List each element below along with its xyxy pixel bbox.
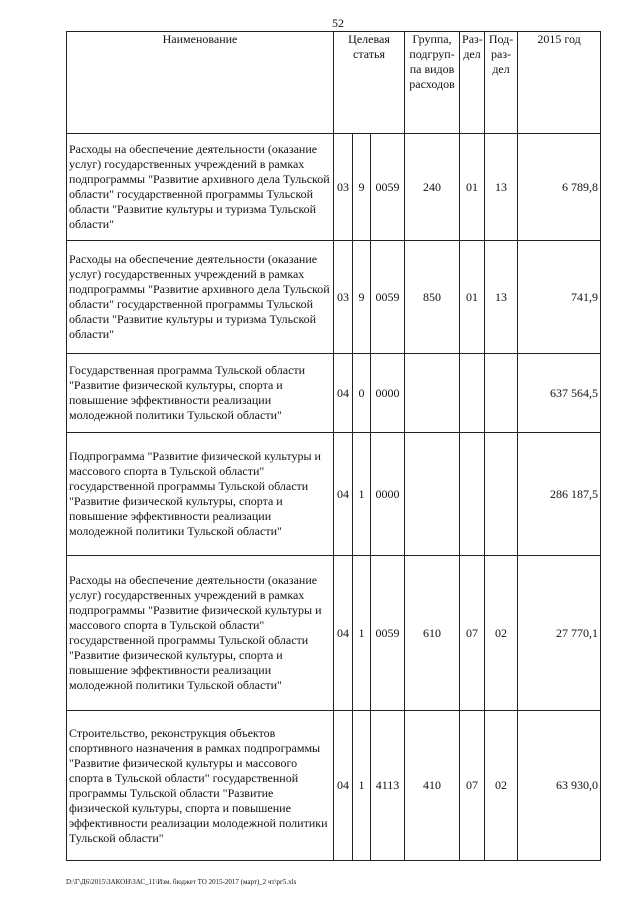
row-name: Подпрограмма "Развитие физической культуры и массового спорта в Тульской области" государственной программы Тульской области "Развитие физической культуры, спорта и повышение эффективности реализации молодежной политики Тульской области": [67, 433, 334, 556]
table-row: [67, 556, 601, 711]
row-subsection: 13: [485, 134, 518, 241]
file-path-footer: D:\Г\Д6\2015\ЗАКОН\ЗАС_11\Изм. бюджет ТО 2015-2017 (март)_2 чт\рг5.xls: [66, 878, 297, 886]
row-group: 610: [405, 556, 460, 711]
row-program-code: 04: [334, 556, 353, 711]
row-program-code: 04: [334, 433, 353, 556]
row-section: 01: [460, 241, 485, 354]
row-amount: 741,9: [518, 241, 601, 354]
header-target-article: Целевая статья: [334, 32, 405, 134]
table-row: [67, 354, 601, 433]
row-subsection: 02: [485, 556, 518, 711]
row-section: 07: [460, 711, 485, 861]
row-program-code: 04: [334, 354, 353, 433]
row-subprogram-code: 1: [353, 711, 371, 861]
row-group: [405, 354, 460, 433]
row-group: 850: [405, 241, 460, 354]
row-group: [405, 433, 460, 556]
row-section: [460, 354, 485, 433]
row-program-code: 04: [334, 711, 353, 861]
row-amount: 6 789,8: [518, 134, 601, 241]
header-section: Раз-дел: [460, 32, 485, 134]
header-subsection: Под-раз-дел: [485, 32, 518, 134]
row-direction-code: 0000: [371, 354, 405, 433]
row-subprogram-code: 9: [353, 241, 371, 354]
table-row: [67, 241, 601, 354]
row-direction-code: 4113: [371, 711, 405, 861]
row-name: Расходы на обеспечение деятельности (оказание услуг) государственных учреждений в рамках подпрограммы "Развитие физической культуры и массового спорта в Тульской области" государственной программы Тульской области "Развитие физической культуры, спорта и повышение эффективности реализации молодежной политики Тульской области": [67, 556, 334, 711]
table-row: [67, 134, 601, 241]
row-direction-code: 0000: [371, 433, 405, 556]
row-name: Расходы на обеспечение деятельности (оказание услуг) государственных учреждений в рамках подпрограммы "Развитие архивного дела Тульской области" государственной программы Тульской области "Развитие культуры и туризма Тульской области": [67, 134, 334, 241]
row-amount: 63 930,0: [518, 711, 601, 861]
page-number: 52: [332, 16, 344, 30]
row-program-code: 03: [334, 241, 353, 354]
row-section: 01: [460, 134, 485, 241]
header-name: Наименование: [67, 32, 334, 134]
row-subsection: [485, 433, 518, 556]
table-row: [67, 711, 601, 861]
row-subprogram-code: 1: [353, 433, 371, 556]
row-section: [460, 433, 485, 556]
row-group: 410: [405, 711, 460, 861]
row-subprogram-code: 1: [353, 556, 371, 711]
row-subsection: 02: [485, 711, 518, 861]
row-subsection: 13: [485, 241, 518, 354]
row-amount: 27 770,1: [518, 556, 601, 711]
row-name: Строительство, реконструкция объектов спортивного назначения в рамках подпрограммы "Развитие физической культуры и массового спорта в Тульской области" государственной программы Тульской области "Развитие физической культуры, спорта и повышение эффективности реализации молодежной политики Тульской области": [67, 711, 334, 861]
row-amount: 286 187,5: [518, 433, 601, 556]
budget-table: [66, 31, 601, 861]
row-subprogram-code: 9: [353, 134, 371, 241]
row-program-code: 03: [334, 134, 353, 241]
table-header-row: [67, 32, 601, 134]
row-subsection: [485, 354, 518, 433]
table-row: [67, 433, 601, 556]
row-name: Расходы на обеспечение деятельности (оказание услуг) государственных учреждений в рамках подпрограммы "Развитие архивного дела Тульской области" государственной программы Тульской области "Развитие культуры и туризма Тульской области": [67, 241, 334, 354]
row-direction-code: 0059: [371, 241, 405, 354]
row-amount: 637 564,5: [518, 354, 601, 433]
header-year: 2015 год: [518, 32, 601, 134]
row-subprogram-code: 0: [353, 354, 371, 433]
row-group: 240: [405, 134, 460, 241]
header-group: Группа, подгруп-па видов расходов: [405, 32, 460, 134]
row-section: 07: [460, 556, 485, 711]
row-direction-code: 0059: [371, 556, 405, 711]
row-name: Государственная программа Тульской области "Развитие физической культуры, спорта и повышение эффективности реализации молодежной политики Тульской области": [67, 354, 334, 433]
row-direction-code: 0059: [371, 134, 405, 241]
